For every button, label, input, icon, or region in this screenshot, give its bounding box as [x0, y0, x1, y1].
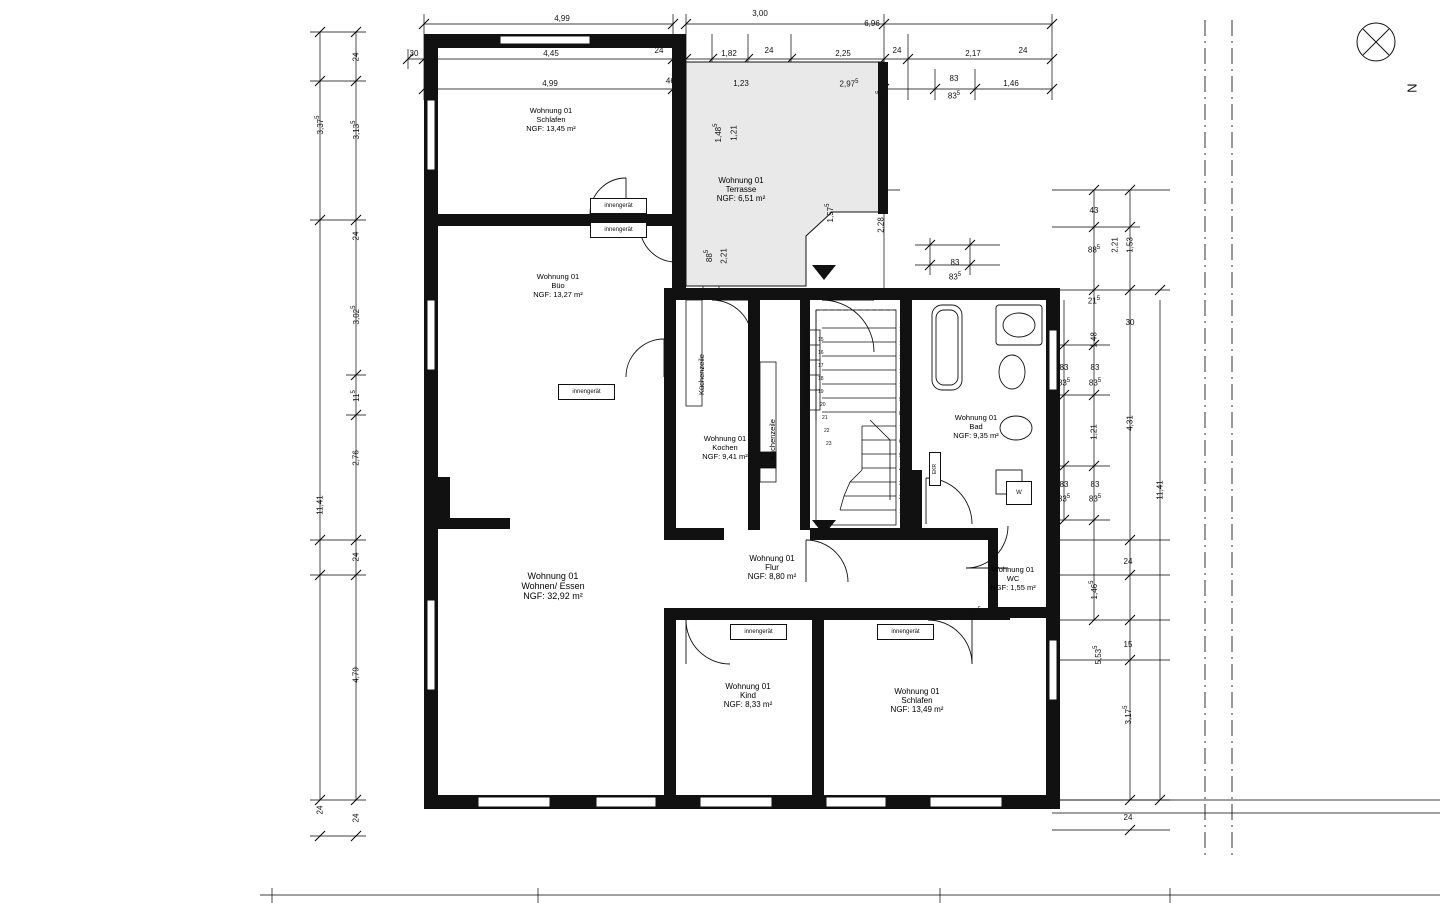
dimension-right_small-0: 83	[1059, 363, 1069, 372]
room-area: NGF: 8,80 m²	[747, 572, 797, 581]
dimension-top_chain_2-7: 2,17	[965, 49, 981, 58]
room-label-bad	[953, 413, 998, 440]
dimension-left_chain_outer-2: 24	[315, 805, 325, 815]
dimension-top_chain_3-5: $83^5$	[947, 91, 961, 101]
dimension-top_chain_2-5: 2,25	[835, 49, 851, 58]
device-innengeraet_3: innengerät	[558, 384, 615, 400]
dimension-left_chain_inner-0: 24	[351, 52, 361, 62]
dimension-top_chain_3-1: $46^5$	[665, 76, 679, 86]
dimension-left_chain_inner-4: $11^5$	[351, 390, 361, 402]
room-use: Bad	[969, 422, 983, 431]
dimension-right_small-7: $83^5$	[1088, 494, 1102, 504]
room-label-buero	[533, 272, 583, 299]
stair-step-8: 8	[899, 411, 902, 417]
room-label-kind	[724, 682, 772, 709]
room-use: Terrasse	[725, 185, 757, 194]
room-label-schlafen_un	[891, 687, 944, 714]
dimension-right_small-6: 83	[1090, 480, 1100, 489]
room-area: NGF: 1,55 m²	[990, 583, 1036, 592]
dimension-right_small-5: $83^5$	[1057, 494, 1071, 504]
dimension-left_chain_inner-1: 3,13$^5$	[351, 120, 361, 140]
dimension-top_chain_1-1: 3,00	[752, 9, 768, 18]
dimension-interior-0: 1,48$^5$	[713, 123, 723, 143]
dimension-left_chain_inner-3: 3,02$^5$	[351, 305, 361, 325]
room-owner: Wohnung 01	[954, 413, 998, 422]
dimension-top_chain_2-0: 30	[409, 49, 419, 58]
dimension-right_chain_a-1: $88^5$	[1087, 245, 1101, 255]
dimension-right_chain_a-5: 1,46$^5$	[1089, 580, 1099, 600]
dimension-top_chain_2-8: 24	[1018, 46, 1028, 55]
room-label-wohnen_essen	[521, 571, 584, 601]
dimension-left_chain_outer-0: 3,37$^5$	[315, 115, 325, 135]
dimension-top_chain_2-4: 24	[764, 46, 774, 55]
room-area: NGF: 32,92 m²	[523, 591, 583, 601]
room-owner: Wohnung 01	[749, 554, 795, 563]
dimension-interior-5: 2,62$^5$	[876, 90, 886, 110]
room-use: Kochen	[712, 443, 738, 452]
stair-step-5: 5	[899, 453, 902, 459]
dimension-right_chain_a-0: 43	[1089, 206, 1099, 215]
room-area: NGF: 8,33 m²	[723, 700, 773, 709]
stair-step-21: 21	[822, 415, 828, 421]
dimension-right_chain_b-1: 30	[1125, 318, 1135, 327]
room-area: NGF: 9,41 m²	[702, 452, 748, 461]
vertical-label-kuechenzeile_1: Küchenzeile	[697, 354, 706, 395]
dimension-top_chain_1-2: 6,96	[864, 19, 880, 28]
device-innengeraet_5: innengerät	[877, 624, 934, 640]
north-letter: N	[1404, 83, 1420, 93]
stair-step-2: 2	[899, 495, 902, 501]
room-label-schlafen_ob	[526, 106, 576, 133]
dimension-right_chain_a-6: 3,17$^5$	[1123, 705, 1133, 725]
dimension-right_chain_b-4: 11,41	[1155, 480, 1165, 500]
vertical-label-kuechenzeile_2: Küchenzeile	[768, 419, 777, 460]
dimension-left_chain_inner-2: 24	[351, 231, 361, 241]
dimension-right_chain_b-7: 5,53$^5$	[1093, 645, 1103, 665]
stair-step-14: 14	[899, 327, 905, 333]
device-innengeraet_2: innengerät	[590, 222, 647, 238]
dimension-right_chain_b-0: 2,21	[1110, 237, 1120, 253]
terrace-area	[686, 62, 884, 286]
dimension-right_small-2: 83	[1090, 363, 1100, 372]
dimension-top_chain_1-0: 4,99	[554, 14, 570, 23]
stair-step-6: 6	[899, 439, 902, 445]
dimension-right_chain_b-5: 24	[1123, 557, 1133, 566]
dimension-right_chain_b-3: 4,31	[1125, 415, 1135, 431]
dimension-left_chain_inner-7: 4,79	[351, 667, 361, 683]
room-use: Schlafen	[901, 696, 933, 705]
room-label-terrasse	[717, 176, 765, 203]
stair-step-15: 15	[818, 337, 824, 343]
dimension-right_small-8: 83	[950, 258, 960, 267]
dimension-interior-6: 2,28	[876, 217, 886, 233]
stair-step-22: 22	[824, 428, 830, 434]
room-label-wc	[990, 565, 1035, 592]
stair-step-13: 13	[899, 341, 905, 347]
dimension-top_chain_2-2: 24	[654, 46, 664, 55]
room-owner: Wohnung 01	[718, 176, 764, 185]
stair-step-1: 1	[899, 509, 902, 515]
dimension-right_small-1: $83^5$	[1057, 378, 1071, 388]
dimension-right_small-9: $83^5$	[948, 272, 962, 282]
stair-step-7: 7	[899, 425, 902, 431]
north-arrow	[1357, 23, 1395, 61]
stair-step-3: 3	[899, 481, 902, 487]
stair-step-20: 20	[820, 402, 826, 408]
room-use: WC	[1006, 574, 1020, 583]
room-owner: Wohnung 01	[894, 687, 940, 696]
stair-step-12: 12	[899, 355, 905, 361]
room-owner: Wohnung 01	[536, 272, 580, 281]
dimension-right_small-10: $11^5$	[969, 607, 981, 617]
bathroom-fixtures	[932, 305, 1042, 494]
dimension-left_chain_inner-5: 2,76	[351, 450, 361, 466]
dimension-top_chain_3-4: 83	[949, 74, 959, 83]
dimension-left_chain_inner-8: 24	[351, 813, 361, 823]
stair-step-16: 16	[818, 350, 824, 356]
room-owner: Wohnung 01	[703, 434, 747, 443]
stair-step-19: 19	[818, 389, 824, 395]
stair-step-18: 18	[818, 376, 824, 382]
room-area: NGF: 13,27 m²	[533, 290, 583, 299]
room-owner: Wohnung 01	[991, 565, 1035, 574]
dimension-interior-1: 1,21	[729, 125, 739, 141]
dimension-right_chain_a-3: 1,48	[1089, 332, 1099, 348]
dimension-right_chain_b-6: 15	[1123, 640, 1133, 649]
room-area: NGF: 6,51 m²	[716, 194, 766, 203]
dimension-right_small-4: 83	[1059, 480, 1069, 489]
room-use: Büo	[551, 281, 565, 290]
dimension-interior-4: 1,57$^5$	[825, 203, 835, 223]
dimension-top_chain_3-2: 1,23	[733, 79, 749, 88]
room-owner: Wohnung 01	[527, 571, 579, 581]
dimension-right_chain_b-8: 24	[1123, 813, 1133, 822]
room-use: Flur	[765, 563, 779, 572]
dimension-top_chain_2-6: 24	[892, 46, 902, 55]
device-waschmaschine: W	[1006, 481, 1032, 505]
room-owner: Wohnung 01	[529, 106, 573, 115]
room-area: NGF: 9,35 m²	[953, 431, 999, 440]
dimension-right_chain_a-2: $21^5$	[1087, 296, 1101, 306]
dimension-top_chain_3-3: 2,97$^5$	[839, 79, 859, 89]
room-use: Schlafen	[536, 115, 566, 124]
stair-step-11: 11	[899, 369, 905, 375]
room-owner: Wohnung 01	[725, 682, 771, 691]
room-label-kochen	[702, 434, 747, 461]
stair-step-23: 23	[826, 441, 832, 447]
room-area: NGF: 13,45 m²	[526, 124, 576, 133]
device-elektro_kleinverteiler: EKR	[929, 452, 941, 486]
room-use: Kind	[739, 691, 757, 700]
dimension-interior-2: $88^5$	[704, 249, 714, 263]
stair-step-17: 17	[818, 363, 824, 369]
device-innengeraet_1: innengerät	[590, 198, 647, 214]
dimension-right_small-3: $83^5$	[1088, 378, 1102, 388]
dimension-right_chain_b-2: 1,53	[1125, 237, 1135, 253]
room-use: Wohnen/ Essen	[521, 581, 585, 591]
stair-step-9: 9	[899, 397, 902, 403]
dimension-left_chain_outer-1: 11,41	[315, 495, 325, 515]
stair-step-10: 10	[899, 383, 905, 389]
dimension-top_chain_3-6: 1,46	[1003, 79, 1019, 88]
device-innengeraet_4: innengerät	[730, 624, 787, 640]
stair-step-4: 4	[899, 467, 902, 473]
dimension-right_chain_a-4: 1,21	[1089, 424, 1099, 440]
dimension-top_chain_3-0: 4,99	[542, 79, 558, 88]
dimension-interior-3: 2,21	[719, 248, 729, 264]
room-area: NGF: 13,49 m²	[890, 705, 944, 714]
dimension-top_chain_2-1: 4,45	[543, 49, 559, 58]
room-label-flur	[748, 554, 796, 581]
dimension-top_chain_2-3: 1,82	[721, 49, 737, 58]
dimension-left_chain_inner-6: 24	[351, 552, 361, 562]
